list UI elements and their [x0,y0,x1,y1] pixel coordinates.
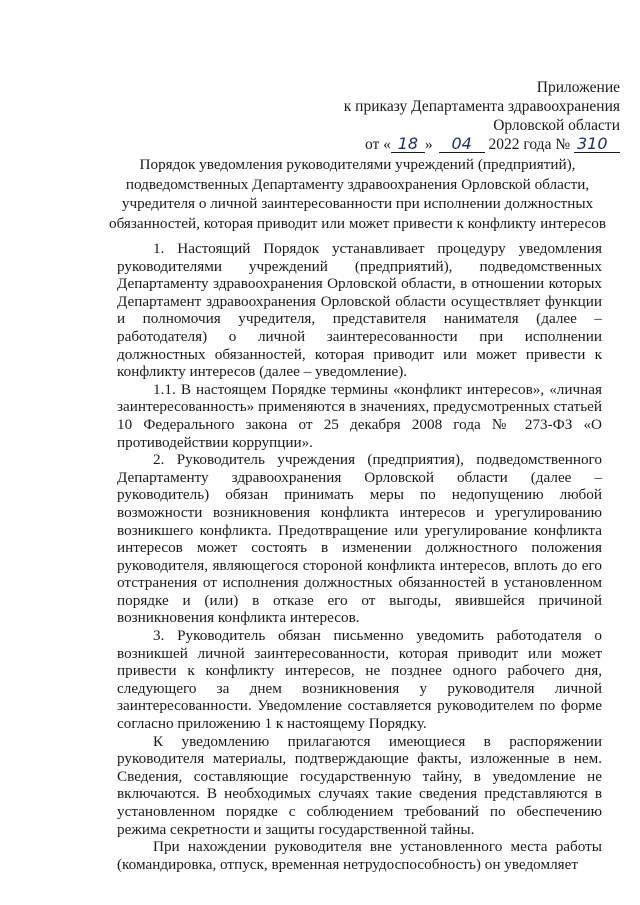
year-text: 2022 года № [488,136,571,153]
handwritten-day: 18 [391,136,425,153]
paragraph-absence: При нахождении руководителя вне установленного места работы (командировка, отпуск, временная нетрудоспособность) он уведомляет [117,838,602,873]
appendix-region: Орловской области [493,117,620,134]
paragraph-3: 3. Руководитель обязан письменно уведомить работодателя о возникшей личной заинтересованности, которая приводит или может привести к конфликту интересов, не позднее одного рабочего дня, следующего за днем возникновения у руководителя личной заинтересованности. Уведомление составляется руководителем по форме согласно приложению 1 к настоящему Порядку. [117,627,602,733]
handwritten-month: 04 [439,136,485,153]
date-close: » [424,136,433,153]
document-title: Порядок уведомления руководителями учреждений (предприятий), подведомственных Департаменту здравоохранения Орловской области, учредителя о личной заинтересованности при исполнении должностных обязанностей, которая приводит или может привести к конфликту интересов [108,156,607,232]
document-body [117,240,602,873]
appendix-header [290,78,620,154]
order-date-line [290,135,620,154]
handwritten-order-number: 310 [574,136,620,153]
appendix-label: Приложение [536,79,620,96]
paragraph-1: 1. Настоящий Порядок устанавливает процедуру уведомления руководителями учреждений (предприятий), подведомственных Департаменту здравоохранения Орловской области, в отношении которых Департамент здравоохранения Орловской области осуществляет функции и полномочия учредителя, представителя нанимателя (далее – работодателя) о личной заинтересованности при исполнении должностных обязанностей, которая приводит или может привести к конфликту интересов (далее – уведомление). [117,240,602,381]
date-prefix: от « [364,136,391,153]
paragraph-2: 2. Руководитель учреждения (предприятия), подведомственного Департаменту здравоохранения Орловской области (далее – руководитель) обязан принимать меры по недопущению любой возможности возникновения конфликта интересов и урегулированию возникшего конфликта. Предотвращение или урегулирование конфликта интересов может состоять в изменении должностного положения руководителя, являющегося стороной конфликта интересов, вплоть до его отстранения от исполнения должностных обязанностей в установленном порядке и (или) в отказе его от выгоды, явившейся причиной возникновения конфликта интересов. [117,451,602,627]
appendix-order-ref: к приказу Департамента здравоохранения [343,98,620,115]
paragraph-attachments: К уведомлению прилагаются имеющиеся в распоряжении руководителя материалы, подтверждающие факты, изложенные в нем. Сведения, составляющие государственную тайну, в уведомление не включаются. В необходимых случаях такие сведения представляются в установленном порядке с соблюдением требований по обеспечению режима секретности и защиты государственной тайны. [117,732,602,838]
paragraph-1-1: 1.1. В настоящем Порядке термины «конфликт интересов», «личная заинтересованность» применяются в значениях, предусмотренных статьей 10 Федерального закона от 25 декабря 2008 года № 273-ФЗ «О противодействии коррупции». [117,380,602,451]
